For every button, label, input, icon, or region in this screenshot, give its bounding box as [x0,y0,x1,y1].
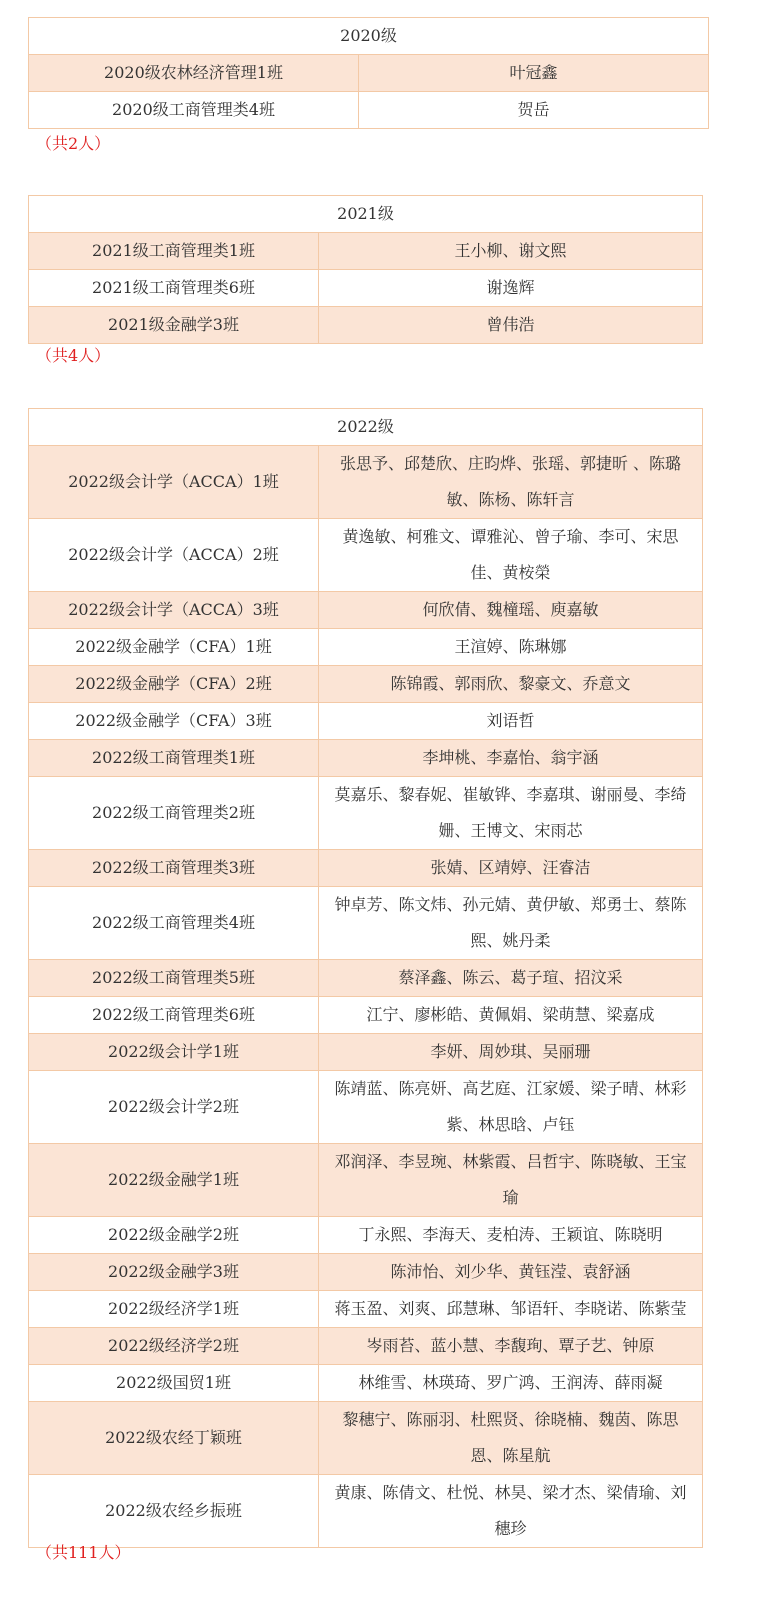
class-name: 2022级工商管理类6班 [29,997,319,1034]
student-names: 王渲婷、陈琳娜 [319,629,703,666]
class-name: 2022级金融学1班 [29,1144,319,1217]
student-names: 张思予、邱楚欣、庄昀烨、张瑶、郭捷昕 、陈璐敏、陈杨、陈轩言 [319,446,703,519]
table-row [29,703,703,740]
grade-section-2020 [28,17,709,129]
table-row [29,1365,703,1402]
table-row [29,960,703,997]
student-names: 曾伟浩 [319,307,703,344]
class-name: 2022级工商管理类3班 [29,850,319,887]
class-name: 2022级工商管理类5班 [29,960,319,997]
table-row [29,1217,703,1254]
class-name: 2022级工商管理类2班 [29,777,319,850]
table-row [29,446,703,519]
table-row [29,233,703,270]
table-row [29,270,703,307]
class-name: 2022级农经丁颖班 [29,1402,319,1475]
class-name: 2022级金融学3班 [29,1254,319,1291]
class-name: 2022级会计学（ACCA）1班 [29,446,319,519]
table-row [29,92,709,129]
class-name: 2022级工商管理类4班 [29,887,319,960]
class-name: 2022级金融学（CFA）1班 [29,629,319,666]
student-names: 陈锦霞、郭雨欣、黎豪文、乔意文 [319,666,703,703]
table-row [29,307,703,344]
student-names: 黄逸敏、柯雅文、谭雅沁、曾子瑜、李可、宋思佳、黄桉榮 [319,519,703,592]
class-name: 2022级国贸1班 [29,1365,319,1402]
student-names: 李妍、周妙琪、吴丽珊 [319,1034,703,1071]
class-name: 2020级工商管理类4班 [29,92,359,129]
grade-section-2022 [28,408,703,1548]
student-count-2021: （共4人） [36,346,111,365]
grade-title: 2020级 [29,18,709,55]
table-row [29,997,703,1034]
table-row [29,1328,703,1365]
class-name: 2020级农林经济管理1班 [29,55,359,92]
class-name: 2022级金融学2班 [29,1217,319,1254]
table-row [29,1402,703,1475]
table-row [29,666,703,703]
table-row [29,850,703,887]
student-names: 江宁、廖彬皓、黄佩娟、梁萌慧、梁嘉成 [319,997,703,1034]
class-name: 2022级农经乡振班 [29,1475,319,1548]
table-row [29,1034,703,1071]
grade-section-2021 [28,195,703,344]
student-count-2020: （共2人） [36,134,111,153]
table-row [29,887,703,960]
table-row [29,1144,703,1217]
class-name: 2022级会计学2班 [29,1071,319,1144]
student-names: 陈靖蓝、陈亮妍、高艺庭、江家媛、梁子晴、林彩紫、林思晗、卢钰 [319,1071,703,1144]
table-row [29,1291,703,1328]
student-names: 黄康、陈倩文、杜悦、林昊、梁才杰、梁倩瑜、刘穗珍 [319,1475,703,1548]
student-names: 张婧、区靖婷、汪睿洁 [319,850,703,887]
table-row [29,740,703,777]
student-names: 蒋玉盈、刘爽、邱慧琳、邹语轩、李晓诺、陈紫莹 [319,1291,703,1328]
class-name: 2022级会计学1班 [29,1034,319,1071]
student-names: 丁永熙、李海天、麦柏涛、王颖谊、陈晓明 [319,1217,703,1254]
class-name: 2022级金融学（CFA）2班 [29,666,319,703]
student-count-2022: （共111人） [36,1543,131,1562]
grade-title: 2022级 [29,409,703,446]
student-names: 莫嘉乐、黎春妮、崔敏铧、李嘉琪、谢丽曼、李绮姗、王博文、宋雨芯 [319,777,703,850]
student-names: 黎穗宁、陈丽羽、杜熙贤、徐晓楠、魏茵、陈思恩、陈星航 [319,1402,703,1475]
table-row [29,519,703,592]
class-name: 2021级工商管理类6班 [29,270,319,307]
table-row [29,55,709,92]
grade-table-2022 [28,408,703,1548]
student-names: 刘语哲 [319,703,703,740]
class-name: 2021级工商管理类1班 [29,233,319,270]
student-names: 岑雨苔、蓝小慧、李馥珣、覃子艺、钟原 [319,1328,703,1365]
student-names: 贺岳 [359,92,709,129]
student-names: 叶冠鑫 [359,55,709,92]
table-row [29,1071,703,1144]
student-names: 王小柳、谢文熙 [319,233,703,270]
student-names: 蔡泽鑫、陈云、葛子瑄、招汶采 [319,960,703,997]
class-name: 2022级经济学2班 [29,1328,319,1365]
student-names: 李坤桃、李嘉怡、翁宇涵 [319,740,703,777]
student-names: 陈沛怡、刘少华、黄钰滢、袁舒涵 [319,1254,703,1291]
class-name: 2021级金融学3班 [29,307,319,344]
class-name: 2022级会计学（ACCA）2班 [29,519,319,592]
class-name: 2022级金融学（CFA）3班 [29,703,319,740]
grade-table-2020 [28,17,709,129]
student-names: 林维雪、林瑛琦、罗广鸿、王润涛、薛雨凝 [319,1365,703,1402]
class-name: 2022级会计学（ACCA）3班 [29,592,319,629]
class-name: 2022级工商管理类1班 [29,740,319,777]
table-row [29,1254,703,1291]
student-names: 钟卓芳、陈文炜、孙元婧、黄伊敏、郑勇士、蔡陈熙、姚丹柔 [319,887,703,960]
table-row [29,592,703,629]
student-names: 何欣倩、魏橦瑶、庾嘉敏 [319,592,703,629]
grade-table-2021 [28,195,703,344]
table-row [29,1475,703,1548]
grade-title: 2021级 [29,196,703,233]
class-name: 2022级经济学1班 [29,1291,319,1328]
table-row [29,629,703,666]
student-names: 谢逸辉 [319,270,703,307]
student-names: 邓润泽、李昱琬、林紫霞、吕哲宇、陈晓敏、王宝瑜 [319,1144,703,1217]
table-row [29,777,703,850]
